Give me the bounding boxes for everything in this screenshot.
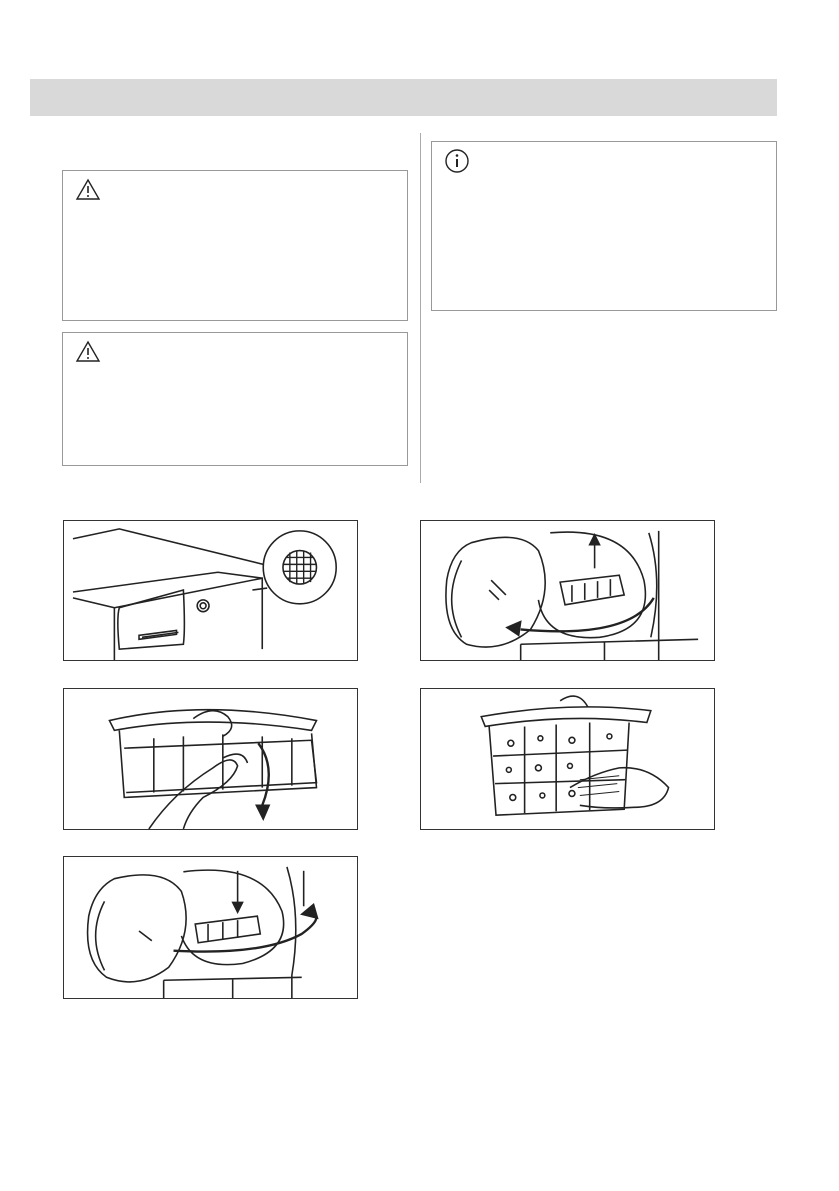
reinsert-filter-figure	[63, 856, 358, 999]
clean-filter-figure	[420, 688, 715, 830]
warning-triangle-icon	[75, 339, 101, 365]
info-icon	[444, 148, 470, 174]
section-header-bar	[30, 79, 777, 116]
warning-box-1	[62, 170, 408, 321]
warning-box-2	[62, 332, 408, 466]
open-door-remove-filter-figure	[420, 520, 715, 661]
column-divider	[420, 133, 421, 483]
warning-triangle-icon	[75, 177, 101, 203]
open-filter-figure	[63, 688, 358, 830]
info-box	[431, 141, 777, 311]
dryer-filter-location-figure	[63, 520, 358, 661]
